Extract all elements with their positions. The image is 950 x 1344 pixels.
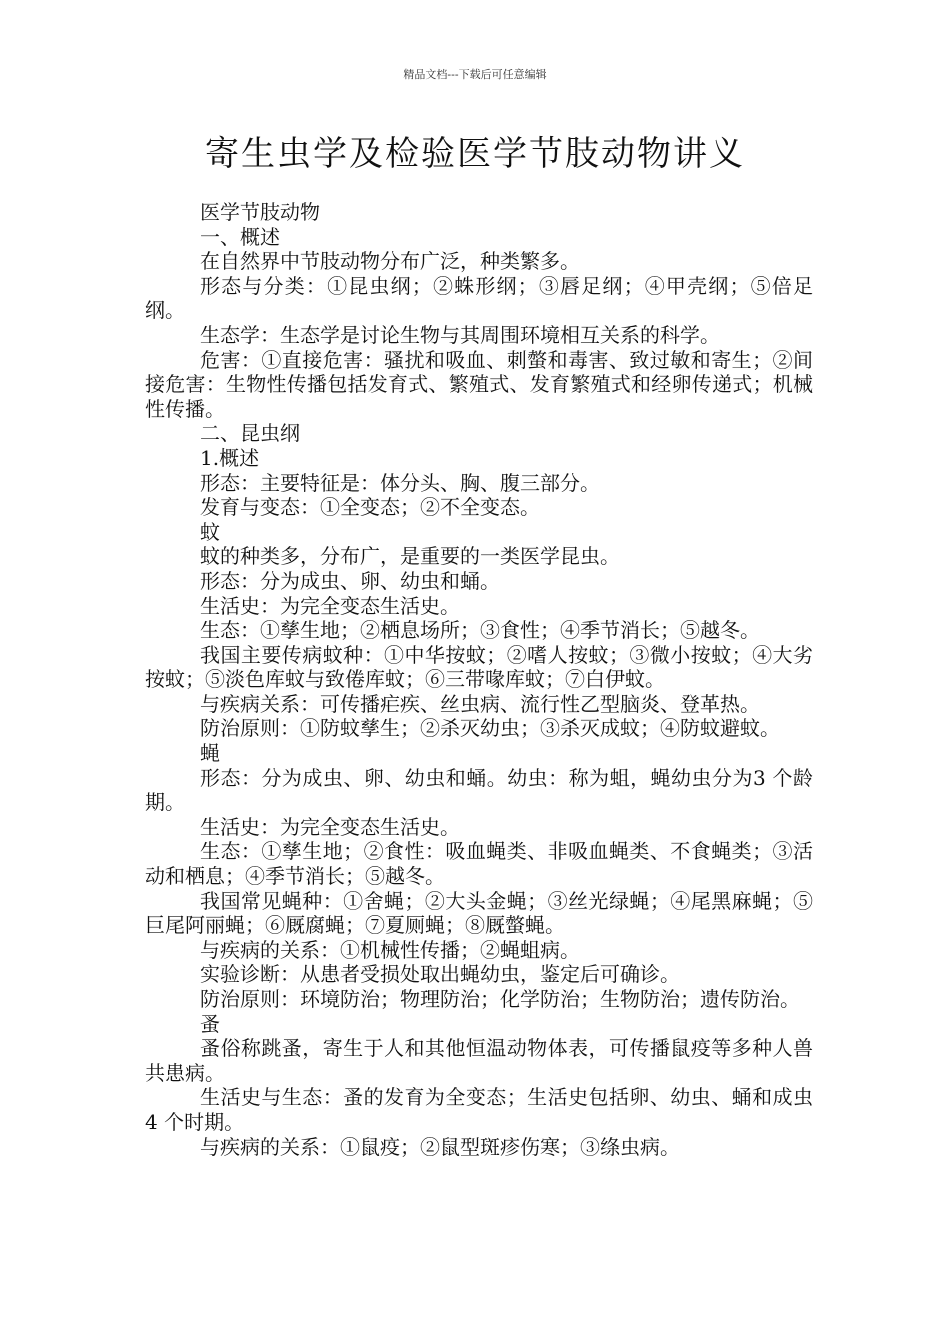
paragraph: 形态与分类：①昆虫纲；②蛛形纲；③唇足纲；④甲壳纲；⑤倍足纲。 — [145, 273, 813, 323]
paragraph: 生活史与生态：蚤的发育为全变态；生活史包括卵、幼虫、蛹和成虫 4 个时期。 — [145, 1085, 813, 1134]
paragraph: 发育与变态：①全变态；②不全变态。 — [200, 495, 540, 520]
paragraph: 形态：分为成虫、卵、幼虫和蛹。 — [200, 568, 500, 593]
paragraph: 与疾病的关系：①鼠疫；②鼠型斑疹伤寒；③绦虫病。 — [200, 1134, 680, 1159]
document-title: 寄生虫学及检验医学节肢动物讲义 — [205, 134, 745, 174]
paragraph: 实验诊断：从患者受损处取出蝇幼虫，鉴定后可确诊。 — [200, 962, 680, 987]
paragraph: 防治原则：①防蚊孳生；②杀灭幼虫；③杀灭成蚊；④防蚊避蚊。 — [200, 716, 780, 741]
paragraph: 蚤 — [200, 1011, 220, 1036]
paragraph: 蚊的种类多，分布广，是重要的一类医学昆虫。 — [200, 544, 620, 569]
paragraph: 形态：分为成虫、卵、幼虫和蛹。幼虫：称为蛆，蝇幼虫分为3 个龄期。 — [145, 765, 813, 815]
paragraph: 蚊 — [200, 519, 220, 544]
paragraph: 防治原则：环境防治；物理防治；化学防治；生物防治；遗传防治。 — [200, 987, 800, 1011]
paragraph: 一、概述 — [200, 224, 280, 249]
paragraph: 在自然界中节肢动物分布广泛，种类繁多。 — [200, 249, 580, 274]
paragraph: 生活史：为完全变态生活史。 — [200, 814, 460, 839]
paragraph: 二、昆虫纲 — [200, 421, 300, 446]
paragraph: 蚤俗称跳蚤，寄生于人和其他恒温动物体表，可传播鼠疫等多种人兽共患病。 — [145, 1036, 813, 1085]
paragraph: 我国主要传病蚊种：①中华按蚊；②嗜人按蚊；③微小按蚊；④大劣按蚊；⑤淡色库蚊与致倦库蚊；⑥三带喙库蚊；⑦白伊蚊。 — [145, 642, 813, 692]
paragraph: 生态：①孳生地；②栖息场所；③食性；④季节消长；⑤越冬。 — [200, 618, 760, 643]
paragraph: 生态学：生态学是讨论生物与其周围环境相互关系的科学。 — [200, 322, 720, 347]
paragraph: 与疾病关系：可传播疟疾、丝虫病、流行性乙型脑炎、登革热。 — [200, 691, 760, 716]
document-body — [145, 200, 813, 1159]
paragraph: 蝇 — [200, 741, 220, 766]
paragraph: 形态：主要特征是：体分头、胸、腹三部分。 — [200, 470, 600, 495]
page-header-note: 精品文档---下载后可任意编辑 — [403, 68, 547, 81]
paragraph: 我国常见蝇种：①舍蝇；②大头金蝇；③丝光绿蝇；④尾黑麻蝇；⑤巨尾阿丽蝇；⑥厩腐蝇；⑦夏厕蝇；⑧厩螫蝇。 — [145, 888, 813, 938]
paragraph: 1.概述 — [200, 445, 260, 470]
paragraph: 与疾病的关系：①机械性传播；②蝇蛆病。 — [200, 937, 580, 962]
paragraph: 危害：①直接危害：骚扰和吸血、刺螫和毒害、致过敏和寄生；②间接危害：生物性传播包括发育式、繁殖式、发育繁殖式和经卵传递式；机械性传播。 — [145, 347, 813, 421]
paragraph: 医学节肢动物 — [200, 200, 320, 224]
paragraph: 生活史：为完全变态生活史。 — [200, 593, 460, 618]
paragraph: 生态：①孳生地；②食性：吸血蝇类、非吸血蝇类、不食蝇类；③活动和栖息；④季节消长；⑤越冬。 — [145, 839, 813, 889]
